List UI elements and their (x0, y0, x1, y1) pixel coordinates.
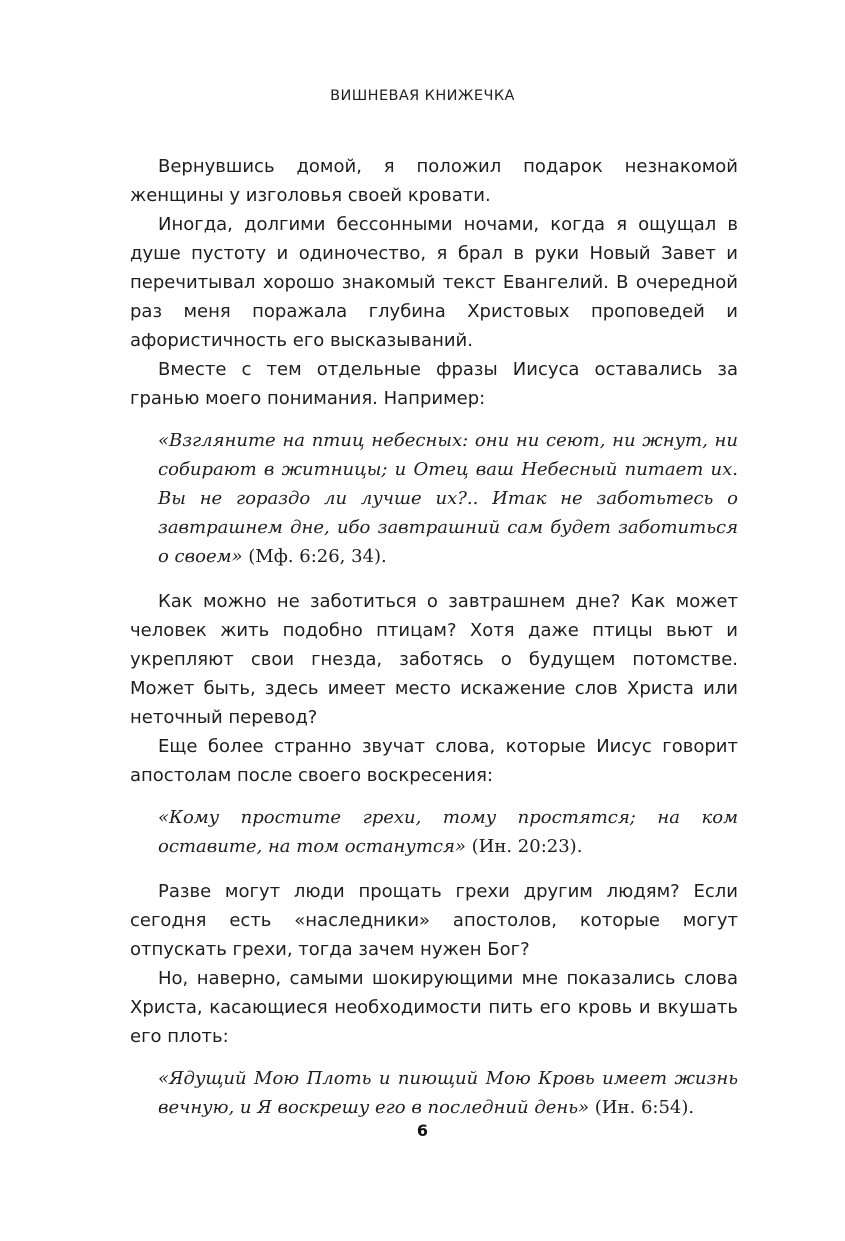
paragraph-7: Но, наверно, самыми шокирующими мне показались слова Христа, касающиеся необходимости пить его кровь и вкушать его плоть: (130, 968, 738, 1047)
quote-3-text: «Ядущий Мою Плоть и пиющий Мою Кровь имеет жизнь вечную, и Я воскрешу его в последний день» (158, 1068, 738, 1118)
paragraph-3: Вместе с тем отдельные фразы Иисуса оставались за гранью моего понимания. Например: (130, 359, 738, 409)
paragraph-1: Вернувшись домой, я положил подарок незнакомой женщины у изголовья своей кровати. (130, 156, 738, 206)
paragraph-5: Еще более странно звучат слова, которые Иисус говорит апостолам после своего воскресения: (130, 736, 738, 786)
quote-2-text: «Кому простите грехи, тому простятся; на ком оставите, на том останутся» (158, 807, 738, 857)
scripture-quote-1 (158, 426, 738, 571)
scripture-quote-2 (158, 803, 738, 861)
quote-2-reference: (Ин. 20:23). (465, 836, 583, 857)
running-title: ВИШНЕВАЯ КНИЖЕЧКА (330, 88, 515, 104)
paragraph-6: Разве могут люди прощать грехи другим людям? Если сегодня есть «наследники» апостолов, которые могут отпускать грехи, тогда зачем нужен Бог? (130, 881, 738, 960)
quote-1-text: «Взгляните на птиц небесных: они ни сеют, ни жнут, ни собирают в житницы; и Отец ваш Небесный питает их. Вы не гораздо ли лучше их?.. Итак не заботьтесь о завтрашнем дне, ибо завтрашний сам будет заботиться о своем» (158, 430, 738, 567)
quote-1-reference: (Мф. 6:26, 34). (242, 546, 387, 567)
scripture-quote-3 (158, 1064, 738, 1122)
page-number: 6 (416, 1121, 429, 1140)
paragraph-2: Иногда, долгими бессонными ночами, когда я ощущал в душе пустоту и одиночество, я брал в руки Новый Завет и перечитывал хорошо знакомый текст Евангелий. В очередной раз меня поражала глубина Христовых проповедей и афористичность его высказываний. (130, 214, 738, 351)
paragraph-4: Как можно не заботиться о завтрашнем дне? Как может человек жить подобно птицам? Хотя даже птицы вьют и укрепляют свои гнезда, заботясь о будущем потомстве. Может быть, здесь имеет место искажение слов Христа или неточный перевод? (130, 591, 738, 728)
page-body (130, 152, 738, 1138)
quote-3-reference: (Ин. 6:54). (589, 1097, 695, 1118)
